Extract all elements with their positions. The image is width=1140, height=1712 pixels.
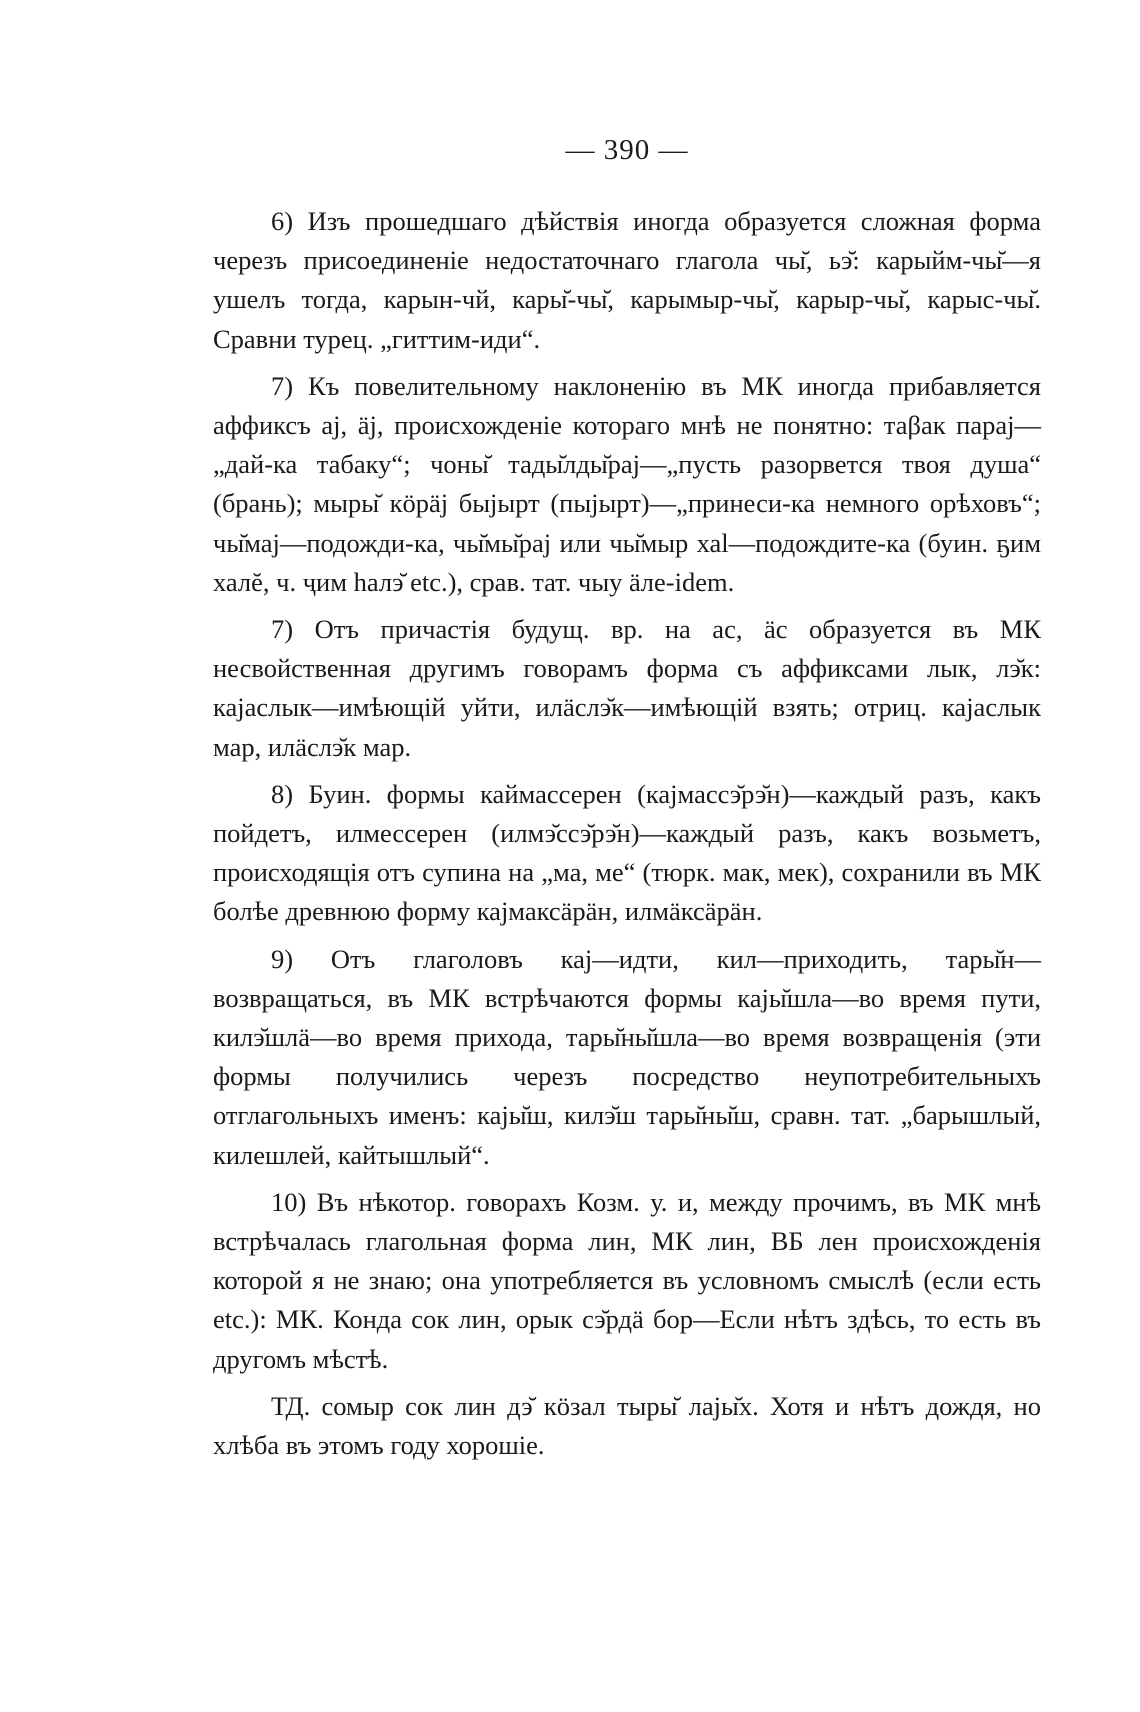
paragraph-7-participle: 7) Отъ причастія будущ. вр. на ас, äс образуется въ МК несвойственная другимъ говорамъ форма съ аффиксами лык, лэ̆к: каjаслык—имѣющій уйти, илäслэ̆к—имѣющій взять; отриц. каjаслык мар, илäслэ̆к мар. bbox=[213, 614, 1041, 762]
paragraph-8: 8) Буин. формы каймассерен (каjмассэ̆рэ̆н)—каждый разъ, какъ пойдетъ, илмессерен (илмэ̆ссэ̆рэ̆н)—каждый разъ, какъ возьметъ, происходящія отъ супина на „ма, ме“ (тюрк. мак, мек), сохранили въ МК болѣе древнюю форму каjмаксäрäн, илмäксäрäн. bbox=[213, 778, 1041, 927]
paragraph-6: 6) Изъ прошедшаго дѣйствія иногда образуется сложная форма черезъ присоединеніе недостаточнаго глагола чы̆, ьэ̆: карыйм-чы̆—я ушелъ тогда, карын-чй, кары̆-чы̆, карымыр-чы̆, карыр-чы̆, карыс-чы̆. Сравни турец. „гиттим-иди“. bbox=[213, 206, 1041, 354]
book-page bbox=[213, 130, 1041, 1473]
page-number: — 390 — bbox=[565, 134, 689, 166]
paragraph-td-example: ТД. сомыр сок лин дэ̆ кöзал тыры̆ лаjы̆х. Хотя и нѣтъ дождя, но хлѣба въ этомъ году хорошіе. bbox=[213, 1390, 1041, 1461]
paragraph-7-imperative: 7) Къ повелительному наклоненію въ МК иногда прибавляется аффиксъ аj, äj, происхожденіе котораго мнѣ не понятно: таβак параj—„дай-ка табаку“; чоны̆ тады̆лды̆раj—„пусть разорвется твоя душа“ (брань); мыры̆ кöрäj быjырт (пыjырт)—„принеси-ка немного орѣховъ“; чы̆маj—подожди-ка, чы̆мы̆раj или чы̆мыр хаl—подождите-ка (буин. ҕим халĕ, ч. ҷим hалэ̆ etc.), срав. тат. чыу äле-idem. bbox=[213, 370, 1041, 597]
paragraph-10: 10) Въ нѣкотор. говорахъ Козм. у. и, между прочимъ, въ МК мнѣ встрѣчалась глагольная форма лин, МК лин, ВБ лен происхожденія которой я не знаю; она употребляется въ условномъ смыслѣ (если есть etc.): МК. Конда сок лин, орык сэ̆рдä бор—Если нѣтъ здѣсь, то есть въ другомъ мѣстѣ. bbox=[213, 1186, 1041, 1374]
paragraph-9: 9) Отъ глаголовъ каj—идти, кил—приходить, тары̆н—возвращаться, въ МК встрѣчаются формы каjы̆шла—во время пути, килэ̆шлä—во время прихода, тары̆ны̆шла—во время возвращенія (эти формы получились черезъ посредство неупотребительныхъ отглагольныхъ именъ: каjы̆ш, килэ̆ш тары̆ны̆ш, сравн. тат. „барышлый, килешлей, кайтышлый“. bbox=[213, 943, 1041, 1170]
